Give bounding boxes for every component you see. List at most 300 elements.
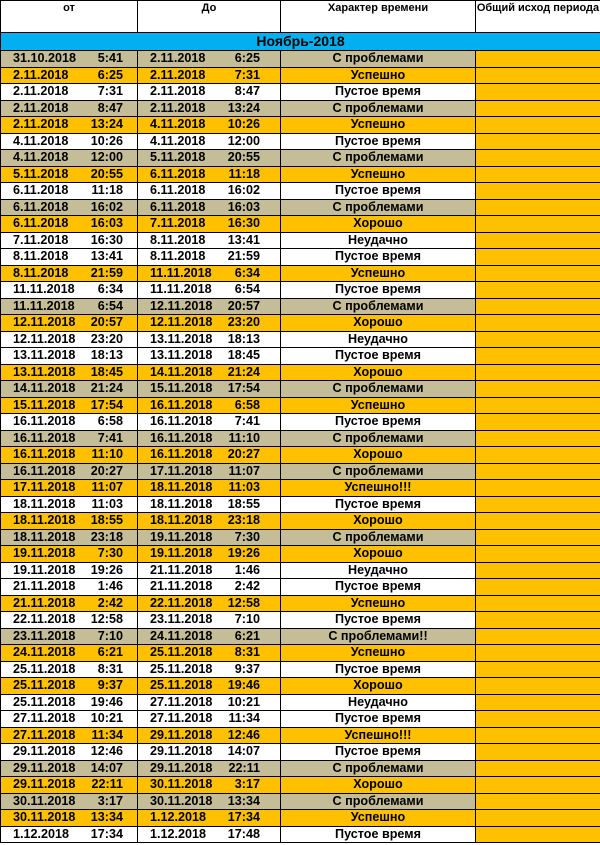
cell-to-time: 17:34 [227, 810, 260, 825]
cell-from-time: 20:57 [90, 315, 123, 330]
cell-kind: Пустое время [281, 612, 476, 629]
table-row [1, 364, 600, 381]
cell-outcome [476, 546, 600, 563]
cell-from [1, 216, 138, 233]
cell-to [138, 645, 281, 662]
cell-from-date: 4.11.2018 [13, 150, 69, 165]
cell-to-time: 11:18 [228, 166, 260, 181]
cell-to-date: 16.11.2018 [150, 397, 213, 412]
cell-kind: С проблемами [281, 381, 476, 398]
cell-to-time: 19:26 [227, 546, 260, 561]
cell-to-date: 4.11.2018 [150, 117, 206, 132]
cell-from [1, 810, 138, 827]
cell-from-date: 13.11.2018 [13, 348, 76, 363]
cell-from [1, 364, 138, 381]
table-row [1, 777, 600, 794]
cell-from [1, 348, 138, 365]
table-row [1, 661, 600, 678]
cell-to [138, 397, 281, 414]
cell-from-date: 25.11.2018 [13, 678, 76, 693]
cell-from [1, 480, 138, 497]
cell-to-date: 11.11.2018 [150, 265, 212, 280]
cell-kind: С проблемами [281, 100, 476, 117]
cell-to [138, 727, 281, 744]
cell-from-date: 2.11.2018 [13, 84, 69, 99]
table-row [1, 183, 600, 200]
table-row [1, 447, 600, 464]
cell-to-time: 13:24 [227, 100, 260, 115]
cell-kind: Пустое время [281, 183, 476, 200]
cell-kind: С проблемами [281, 463, 476, 480]
cell-outcome [476, 826, 600, 843]
cell-to-time: 8:47 [234, 84, 260, 99]
cell-outcome [476, 133, 600, 150]
cell-from-date: 2.11.2018 [13, 117, 69, 132]
cell-to-date: 4.11.2018 [150, 133, 206, 148]
cell-from-date: 30.11.2018 [13, 793, 76, 808]
cell-from-date: 7.11.2018 [13, 232, 69, 247]
cell-to-date: 1.12.2018 [150, 810, 207, 825]
cell-to [138, 777, 281, 794]
cell-kind: С проблемами [281, 150, 476, 167]
cell-from-time: 19:46 [90, 694, 123, 709]
cell-outcome [476, 760, 600, 777]
table-row [1, 430, 600, 447]
cell-outcome [476, 678, 600, 695]
cell-outcome [476, 249, 600, 266]
table-row [1, 678, 600, 695]
cell-kind: Неудачно [281, 331, 476, 348]
cell-to-date: 15.11.2018 [150, 381, 213, 396]
table-row [1, 480, 600, 497]
table-row [1, 529, 600, 546]
cell-outcome [476, 183, 600, 200]
cell-outcome [476, 150, 600, 167]
cell-outcome [476, 628, 600, 645]
cell-to [138, 810, 281, 827]
cell-kind: Пустое время [281, 249, 476, 266]
cell-kind: С проблемами [281, 529, 476, 546]
table-row [1, 727, 600, 744]
cell-from-date: 16.11.2018 [13, 447, 76, 462]
cell-outcome [476, 84, 600, 101]
cell-from-date: 16.11.2018 [13, 430, 76, 445]
cell-outcome [476, 727, 600, 744]
cell-outcome [476, 199, 600, 216]
table-row [1, 546, 600, 563]
cell-outcome [476, 447, 600, 464]
month-row [1, 33, 600, 51]
cell-kind: Пустое время [281, 579, 476, 596]
cell-kind: Неудачно [281, 562, 476, 579]
cell-to-time: 23:20 [227, 315, 260, 330]
cell-to [138, 430, 281, 447]
cell-to-time: 10:21 [227, 694, 260, 709]
cell-from [1, 84, 138, 101]
cell-from-time: 8:31 [97, 661, 123, 676]
cell-from [1, 265, 138, 282]
cell-to-date: 8.11.2018 [150, 232, 206, 247]
cell-to [138, 414, 281, 431]
cell-to-date: 16.11.2018 [150, 430, 213, 445]
cell-to-date: 1.12.2018 [150, 826, 207, 841]
cell-from-date: 2.11.2018 [13, 100, 69, 115]
cell-from-time: 2:42 [97, 595, 123, 610]
cell-kind: Пустое время [281, 661, 476, 678]
cell-kind: С проблемами!! [281, 628, 476, 645]
table-row [1, 51, 600, 68]
cell-kind: Неудачно [281, 694, 476, 711]
cell-from-date: 11.11.2018 [13, 298, 75, 313]
cell-from-time: 18:13 [90, 348, 123, 363]
cell-to-date: 2.11.2018 [150, 84, 206, 99]
cell-from-time: 16:30 [90, 232, 123, 247]
cell-to-date: 21.11.2018 [150, 562, 213, 577]
cell-to [138, 463, 281, 480]
cell-from [1, 727, 138, 744]
cell-outcome [476, 364, 600, 381]
cell-from-time: 21:24 [90, 381, 123, 396]
cell-from-date: 17.11.2018 [13, 480, 76, 495]
cell-from [1, 579, 138, 596]
cell-to-date: 13.11.2018 [150, 331, 213, 346]
cell-outcome [476, 381, 600, 398]
cell-from [1, 496, 138, 513]
cell-to [138, 694, 281, 711]
cell-to [138, 760, 281, 777]
table-row [1, 595, 600, 612]
cell-kind: Пустое время [281, 826, 476, 843]
table-row [1, 315, 600, 332]
cell-outcome [476, 315, 600, 332]
header-to: До [138, 1, 281, 33]
cell-kind: Успешно [281, 117, 476, 134]
cell-to-date: 25.11.2018 [150, 661, 213, 676]
cell-from-time: 11:07 [91, 480, 123, 495]
cell-from-time: 9:37 [97, 678, 123, 693]
cell-to-time: 6:34 [234, 265, 260, 280]
cell-to [138, 166, 281, 183]
cell-kind: Хорошо [281, 216, 476, 233]
table-row [1, 810, 600, 827]
cell-from [1, 463, 138, 480]
table-row [1, 793, 600, 810]
cell-from [1, 166, 138, 183]
cell-to-time: 13:34 [227, 793, 260, 808]
cell-from-date: 29.11.2018 [13, 760, 76, 775]
cell-to-date: 27.11.2018 [150, 694, 213, 709]
cell-from-time: 17:34 [90, 826, 123, 841]
cell-to-time: 16:30 [227, 216, 260, 231]
cell-kind: Хорошо [281, 513, 476, 530]
cell-from-date: 25.11.2018 [13, 661, 76, 676]
cell-kind: С проблемами [281, 298, 476, 315]
table-row [1, 298, 600, 315]
cell-kind: Успешно [281, 397, 476, 414]
table-row [1, 166, 600, 183]
cell-from-time: 13:34 [90, 810, 123, 825]
header-row [1, 1, 600, 33]
cell-kind: Хорошо [281, 777, 476, 794]
cell-from-time: 5:41 [97, 51, 123, 66]
cell-to-time: 19:46 [227, 678, 260, 693]
cell-to-date: 13.11.2018 [150, 348, 213, 363]
cell-to [138, 364, 281, 381]
cell-to [138, 529, 281, 546]
cell-from-date: 19.11.2018 [13, 562, 76, 577]
cell-to-date: 19.11.2018 [150, 546, 213, 561]
cell-from [1, 744, 138, 761]
cell-kind: Хорошо [281, 364, 476, 381]
cell-outcome [476, 562, 600, 579]
table-row [1, 216, 600, 233]
cell-from [1, 249, 138, 266]
cell-to [138, 133, 281, 150]
cell-to-date: 29.11.2018 [150, 760, 213, 775]
cell-kind: Пустое время [281, 84, 476, 101]
cell-to [138, 150, 281, 167]
cell-from-date: 8.11.2018 [13, 265, 69, 280]
cell-to [138, 661, 281, 678]
cell-to [138, 381, 281, 398]
table-row [1, 612, 600, 629]
cell-outcome [476, 579, 600, 596]
cell-from-time: 14:07 [90, 760, 123, 775]
cell-outcome [476, 216, 600, 233]
cell-from [1, 612, 138, 629]
cell-to-time: 12:00 [227, 133, 260, 148]
cell-from-date: 11.11.2018 [13, 282, 75, 297]
cell-to-time: 6:25 [234, 51, 260, 66]
cell-to-date: 2.11.2018 [150, 100, 206, 115]
cell-to-time: 10:26 [227, 117, 260, 132]
cell-to-date: 16.11.2018 [150, 447, 213, 462]
cell-outcome [476, 265, 600, 282]
cell-to [138, 579, 281, 596]
cell-from-date: 25.11.2018 [13, 694, 76, 709]
cell-to [138, 282, 281, 299]
cell-outcome [476, 166, 600, 183]
cell-from-time: 6:25 [97, 67, 123, 82]
cell-from [1, 793, 138, 810]
cell-to-time: 18:13 [227, 331, 260, 346]
cell-to-time: 22:11 [228, 760, 260, 775]
cell-from-date: 30.11.2018 [13, 810, 76, 825]
header-kind: Характер времени [281, 1, 476, 33]
cell-from [1, 51, 138, 68]
cell-from-date: 27.11.2018 [13, 711, 76, 726]
cell-to [138, 331, 281, 348]
cell-to [138, 199, 281, 216]
table-row [1, 694, 600, 711]
cell-to-date: 11.11.2018 [150, 282, 212, 297]
cell-from-time: 23:20 [90, 331, 123, 346]
cell-kind: Пустое время [281, 711, 476, 728]
cell-to-time: 9:37 [234, 661, 260, 676]
cell-outcome [476, 711, 600, 728]
cell-from-date: 21.11.2018 [13, 595, 76, 610]
cell-from-date: 23.11.2018 [13, 628, 76, 643]
table-row [1, 760, 600, 777]
cell-to-date: 12.11.2018 [150, 298, 213, 313]
cell-outcome [476, 397, 600, 414]
cell-to-time: 21:59 [227, 249, 260, 264]
cell-to-time: 20:57 [227, 298, 260, 313]
cell-from [1, 414, 138, 431]
cell-from-date: 29.11.2018 [13, 744, 76, 759]
cell-to-date: 22.11.2018 [150, 595, 213, 610]
cell-outcome [476, 810, 600, 827]
cell-to-time: 6:21 [234, 628, 260, 643]
table-row [1, 381, 600, 398]
cell-outcome [476, 51, 600, 68]
cell-to-time: 3:17 [234, 777, 260, 792]
cell-to-date: 24.11.2018 [150, 628, 213, 643]
cell-from-date: 4.11.2018 [13, 133, 69, 148]
cell-from [1, 331, 138, 348]
cell-from-time: 23:18 [90, 529, 123, 544]
cell-to-date: 6.11.2018 [150, 183, 206, 198]
table-row [1, 84, 600, 101]
cell-from-date: 18.11.2018 [13, 529, 76, 544]
cell-kind: Успешно [281, 67, 476, 84]
cell-to [138, 793, 281, 810]
cell-from [1, 529, 138, 546]
cell-to-date: 18.11.2018 [150, 513, 213, 528]
cell-from [1, 826, 138, 843]
cell-kind: С проблемами [281, 430, 476, 447]
cell-from-time: 20:55 [90, 166, 123, 181]
cell-to-date: 25.11.2018 [150, 645, 213, 660]
cell-from [1, 100, 138, 117]
cell-from [1, 546, 138, 563]
cell-kind: Успешно [281, 645, 476, 662]
cell-outcome [476, 744, 600, 761]
cell-to [138, 612, 281, 629]
cell-from [1, 678, 138, 695]
cell-from-time: 3:17 [97, 793, 123, 808]
cell-from-time: 1:46 [97, 579, 123, 594]
cell-from [1, 298, 138, 315]
cell-to [138, 513, 281, 530]
cell-from-date: 12.11.2018 [13, 315, 76, 330]
cell-to-time: 18:55 [227, 496, 260, 511]
cell-from-time: 18:45 [90, 364, 123, 379]
cell-from [1, 232, 138, 249]
cell-to-date: 7.11.2018 [150, 216, 206, 231]
table-row [1, 331, 600, 348]
cell-kind: Успешно!!! [281, 480, 476, 497]
cell-to-time: 16:02 [227, 183, 260, 198]
cell-to-time: 18:45 [227, 348, 260, 363]
cell-from-time: 19:26 [90, 562, 123, 577]
cell-to [138, 496, 281, 513]
cell-to [138, 216, 281, 233]
cell-from-date: 8.11.2018 [13, 249, 69, 264]
cell-to [138, 84, 281, 101]
cell-from [1, 777, 138, 794]
cell-kind: Успешно [281, 810, 476, 827]
table-row [1, 463, 600, 480]
cell-to [138, 744, 281, 761]
cell-to-date: 29.11.2018 [150, 744, 213, 759]
cell-outcome [476, 529, 600, 546]
cell-to-time: 7:10 [234, 612, 260, 627]
cell-from-date: 21.11.2018 [13, 579, 76, 594]
table-row [1, 100, 600, 117]
cell-outcome [476, 282, 600, 299]
cell-kind: С проблемами [281, 51, 476, 68]
cell-from-time: 20:27 [90, 463, 123, 478]
cell-to-time: 6:58 [234, 397, 260, 412]
cell-outcome [476, 117, 600, 134]
cell-to-time: 11:10 [228, 430, 260, 445]
cell-to [138, 562, 281, 579]
cell-from [1, 447, 138, 464]
cell-from [1, 282, 138, 299]
cell-from [1, 381, 138, 398]
cell-to [138, 315, 281, 332]
table-row [1, 397, 600, 414]
cell-from-date: 22.11.2018 [13, 612, 76, 627]
cell-from-time: 7:31 [97, 84, 123, 99]
cell-kind: Пустое время [281, 348, 476, 365]
cell-to-date: 8.11.2018 [150, 249, 206, 264]
cell-from-time: 6:54 [97, 298, 123, 313]
cell-kind: С проблемами [281, 760, 476, 777]
cell-to-time: 1:46 [234, 562, 260, 577]
cell-outcome [476, 513, 600, 530]
cell-outcome [476, 661, 600, 678]
table-row [1, 133, 600, 150]
cell-from-date: 12.11.2018 [13, 331, 76, 346]
cell-from-date: 1.12.2018 [13, 826, 70, 841]
cell-to [138, 595, 281, 612]
cell-from [1, 67, 138, 84]
header-from: от [1, 1, 138, 33]
cell-from-date: 5.11.2018 [13, 166, 69, 181]
cell-from [1, 628, 138, 645]
cell-from-time: 7:10 [97, 628, 123, 643]
table-row [1, 348, 600, 365]
cell-from-time: 6:21 [97, 645, 123, 660]
cell-kind: Пустое время [281, 496, 476, 513]
cell-to-date: 18.11.2018 [150, 496, 213, 511]
cell-to-date: 12.11.2018 [150, 315, 213, 330]
cell-to [138, 447, 281, 464]
cell-outcome [476, 480, 600, 497]
cell-outcome [476, 793, 600, 810]
cell-to-time: 7:41 [234, 414, 260, 429]
cell-to-time: 20:27 [227, 447, 260, 462]
cell-from-time: 12:58 [90, 612, 123, 627]
cell-to-time: 11:34 [228, 711, 260, 726]
cell-outcome [476, 595, 600, 612]
cell-kind: Неудачно [281, 232, 476, 249]
cell-from-time: 7:41 [97, 430, 123, 445]
cell-to-date: 14.11.2018 [150, 364, 213, 379]
cell-from [1, 661, 138, 678]
cell-kind: Пустое время [281, 133, 476, 150]
cell-to-time: 16:03 [227, 199, 260, 214]
cell-from-date: 27.11.2018 [13, 727, 76, 742]
cell-outcome [476, 777, 600, 794]
cell-from [1, 562, 138, 579]
cell-from [1, 397, 138, 414]
table-row [1, 628, 600, 645]
cell-from-time: 11:10 [91, 447, 123, 462]
cell-outcome [476, 348, 600, 365]
